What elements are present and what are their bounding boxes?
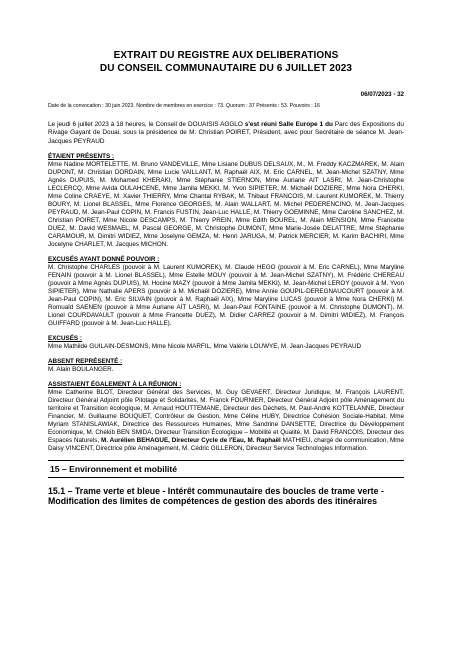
agenda-item-title: 15.1 – Trame verte et bleue - Intérêt communautaire des boucles de trame verte - Modification des limites de compétences de gestion des abords des itinéraires [48,485,384,507]
deliberation-reference: 06/07/2023 - 32 [360,91,404,98]
presents-list: Mme Nadine MORTELETTE, M. Bruno VANDEVILLE, Mme Lisiane DUBUS DELSAUX, M., M. Freddy KACZMAREK, M. Alain DUPONT, M. Christian DORDAIN, Mme Lucie VAILLANT, M. Raphaël AIX, M. Eric CARNEL, M. Jean-Michel SZATNY, Mme Agnès DUPUIS, M. Mohamed KHERAKI, Mme Stéphanie STIERNON, Mme Auriane AIT LASRI, M. Jean-Christophe LECLERCQ, Mme Avida OULAHCENE, Mme Jamila MEKKI, M. Yvon SIPIETER, M. Michaël DOZIERE, Mme Nora CHERKI, Mme Coline CRAEYE, M. Xavier THIERRY, Mme Chantal RYBAK, M. Thibaut FRANCOIS, M. Laurent KUMOREK, M. Thierry BOURY, M. Lionel BLASSEL, Mme Florence GEORGES, M. Alain WALLART, M. Michel PEDERENCINO, M. Jean-Jacques PEYRAUD, M. Jean-Paul COPIN, M. Francis FUSTIN, Jean-Luc HALLE, M. Thierry GOEMINNE, Mme Caroline SANCHEZ, M. Christian POIRET, Mme Nicole DESCAMPS, M. Thierry PREIN, Mme Edith BOUREL, M. Alain MENSION, Mme Francette DUEZ, M. David WESMAEL, M. Pascal GEORGE, M. Christophe DUMONT, Mme Marie-Josée DELATTRE, Mme Stéphanie CARAMOUR, M. Dimitri WIDIEZ, Mme Joselyne GEMZA, M. Henri JARUGA, M. Patrick MERCIER, M. Karim BACHIRI, Mme Jocelyne CHARLET, M. Jacques MICHON. [48,160,404,248]
section-absent [48,358,404,374]
document-title-line-2: DU CONSEIL COMMUNAUTAIRE DU 6 JUILLET 2023 [99,62,353,74]
excuses-list: Mme Mathilde GUILAIN-DESMONS, Mme Nicole MARFIL, Mme Valérie LOUWYE, M. Jean-Jacques PEYRAUD [48,342,362,350]
intro-paragraph [48,121,404,146]
absent-heading: ABSENT REPRÉSENTÉ : [48,357,123,365]
presents-heading: ÉTAIENT PRÉSENTS : [48,152,115,160]
section-presents [48,153,404,249]
intro-text-2: Parc des Expositions du Rivage Gayant de Douai, sous la présidence de M. Christian POIRET, Président, avec pour Secrétaire de séance M. Jean-Jacques PEYRAUD [48,121,404,145]
section-excuses-pouvoir [48,256,404,328]
assistaient-tail: MATHIEU, chargé de communication, Mme Daisy VINCENT, Directrice pôle Aménagement, M. Cédric GILLERON, Directeur Service Technologies Information. [48,436,404,452]
excuses-pouvoir-heading: EXCUSÉS AYANT DONNÉ POUVOIR : [48,255,160,263]
intro-text-bold: s'est réuni Salle Europe 1 du [244,121,333,128]
convocation-meta: Date de la convocation : 30 juin 2023. Nombre de membres en exercice : 73. Quorum : 37 Présents : 53. Pouvoirs : 16 [48,103,320,109]
excuses-pouvoir-list: M. Christophe CHARLES (pouvoir à M. Laurent KUMOREK), M. Claude HEGO (pouvoir à M. Eric CARNEL), Mme Maryline FENAIN (pouvoir à M. Lionel BLASSEL), Mme Estelle MOUY (pouvoir à M. Jean-Michel SZATNY), M. Frédéric CHEREAU (pouvoir à Mme Agnès DUPUIS), M. Hocine MAZY (pouvoir à Mme Jamila MEKKI), M. Jean-Michel LEROY (pouvoir à M. Yvon SIPIETER), Mme Nathalie APERS (pouvoir à M. Michaël DOZIERE), Mme Annie GOUPIL-DEREGNAUCOURT (pouvoir à M. Jean-Paul COPIN), M. Eric SILVAIN (pouvoir à M. Raphaël AIX), Mme Maryline LUCAS (pouvoir à Mme Nora CHERKI) M. Romuald SAENEN (pouvoir à Mme Auriane AIT LASRI), M. Jean-Paul FONTAINE (pouvoir à M. Christophe DUMONT), M. Lionel COURDAVAULT (pouvoir à Mme Francette DUEZ), M. Didier CARREZ (pouvoir à M. Dimitri WIDIEZ), M. François GUIFFARD (pouvoir à M. Jean-Luc HALLE). [48,263,404,327]
assistaient-list [48,389,404,453]
section-assistaient [48,381,404,453]
intro-text-1: Le jeudi 6 juillet 2023 à 18 heures, le Conseil de DOUAISIS AGGLO [48,121,245,128]
document-title-line-1: EXTRAIT DU REGISTRE AUX DELIBERATIONS [113,50,339,61]
document-page [0,50,450,650]
agenda-section-band: 15 – Environnement et mobilité [48,460,404,478]
section-excuses [48,335,404,351]
assistaient-bold-text: M. Aurélien BEHAGUE, Directeur Cycle de l'Eau, M. Raphaël [101,436,281,444]
assistaient-text: Mme Catherine BLOT, Directeur Général des Services, M. Guy GEVAERT, Directeur Juridique, M. François LAURENT, Directeur Général Adjoint pôle Pilotage et Solidarités, M. Franck FOURNIER, Directeur Général Adjoint pôle Aménagement du territoire et Transition écologique, M. Arnaud HOUTTEMANE, Directeur des Déchets, M. Paul-André KOTTELANNE, Directeur Financier, M. Guillaume BOUQUET, Contrôleur de Gestion, Mme Céline HUBY, Directrice Cohésion Sociale-Habitat, Mme Myriam STANISLAWIAK, Directrice des Ressources Humaines, Mme Sandrine DANSETTE, Directrice du Développement Economique, M. Chékib BEN SMIDA, Directeur Transition Écologique – Mobilité et Qualité, M. David FRANCOIS, Directeur des Espaces Naturels, [48,388,404,444]
absent-list: M. Alain BOULANGER. [48,365,114,373]
assistaient-heading: ASSISTAIENT ÉGALEMENT À LA RÉUNION : [48,380,182,388]
excuses-heading: EXCUSÉS : [48,334,82,342]
